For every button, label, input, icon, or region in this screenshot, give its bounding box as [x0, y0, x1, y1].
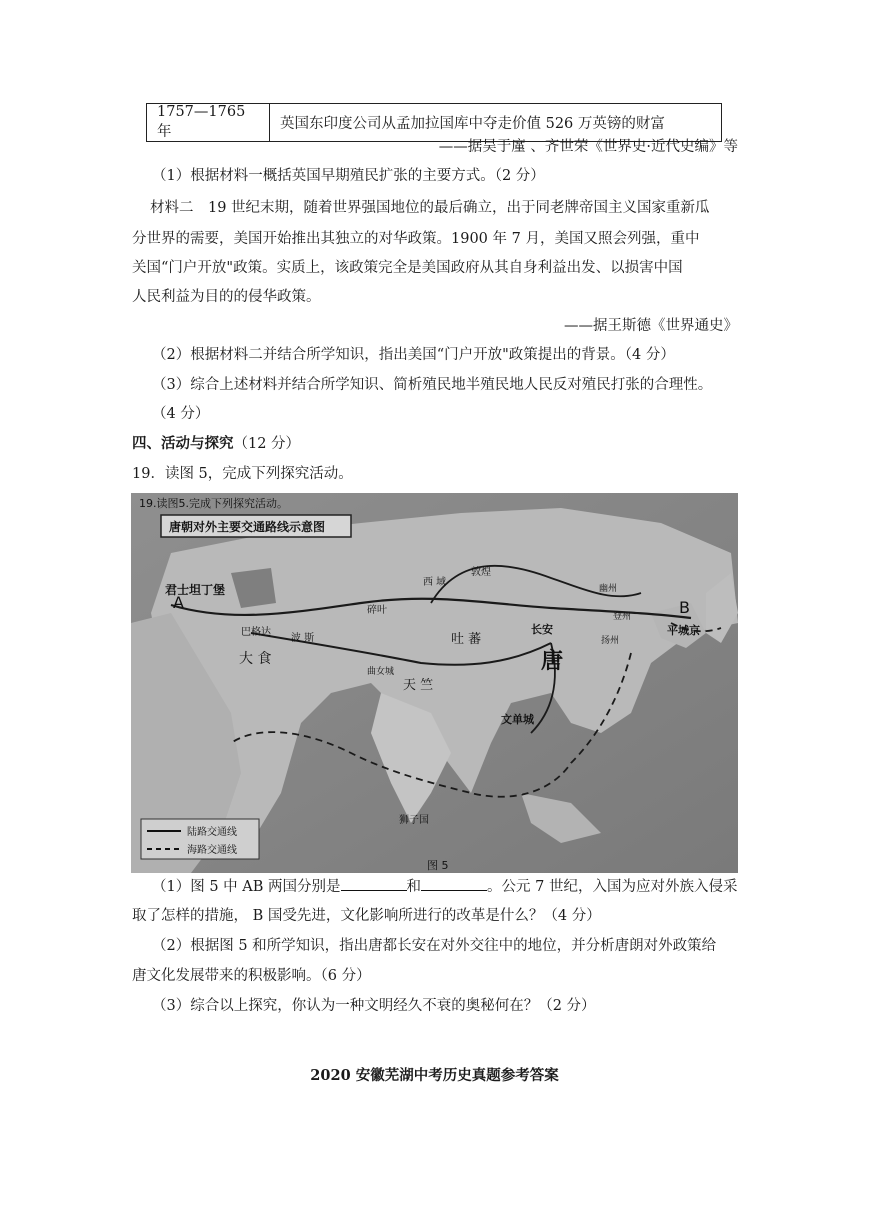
- label-qunuyi: 曲女城: [367, 667, 395, 677]
- answer-blank-b[interactable]: [421, 876, 487, 891]
- material-2-line: 材料二 19 世纪末期，随着世界强国地位的最后确立，出于同老牌帝国主义国家重新瓜: [150, 200, 710, 216]
- material-2-line: 关国“门户开放"政策。实质上，该政策完全是美国政府从其自身利益出发、以损害中国: [132, 260, 683, 276]
- question-18-3: （3）综合上述材料并结合所学知识、简析殖民地半殖民地人民反对殖民打张的合理性。: [152, 377, 713, 393]
- label-b: B: [679, 598, 690, 617]
- question-19-1-cont: 取了怎样的措施， B 国受先进，文化影响所进行的改革是什么？（4 分）: [132, 908, 601, 924]
- legend-sea-label: 海路交通线: [187, 845, 237, 856]
- label-dunhuang: 敦煌: [471, 567, 491, 578]
- label-bosi: 波 斯: [291, 633, 315, 644]
- label-dengzhou: 登州: [613, 612, 632, 622]
- label-wendan: 文单城: [501, 713, 534, 726]
- answer-blank-a[interactable]: [341, 876, 407, 891]
- section-4-score: （12 分）: [233, 436, 301, 452]
- question-19-1: [152, 876, 764, 897]
- label-tang: 唐: [541, 649, 564, 674]
- table-event-cell: 英国东印度公司从孟加拉国库中夺走价值 526 万英镑的财富: [270, 104, 722, 142]
- map-drawing: [131, 493, 738, 873]
- section-4-title: 四、活动与探究: [132, 435, 234, 452]
- label-tubo: 吐 蕃: [451, 632, 482, 647]
- label-shiziguo: 狮子国: [399, 815, 429, 826]
- answer-key-title: 2020 安徽芜湖中考历史真题参考答案: [310, 1067, 559, 1084]
- question-19-stem: 19．读图 5，完成下列探究活动。: [132, 466, 353, 482]
- label-a: A: [173, 593, 184, 612]
- legend-land-label: 陆路交通线: [187, 827, 237, 838]
- material-2-line: 分世界的需要，美国开始推出其独立的对华政策。1900 年 7 月，美国又照会列强，重中: [132, 231, 700, 247]
- label-xiyu: 西 域: [423, 577, 447, 588]
- source-citation-2: ——据王斯德《世界通史》: [564, 318, 738, 334]
- question-18-2: （2）根据材料二并结合所学知识，指出美国“门户开放"政策提出的背景。（4 分）: [152, 347, 675, 363]
- tang-routes-map: [131, 493, 738, 873]
- label-suiye: 碎叶: [367, 605, 387, 616]
- section-4-heading: [132, 434, 744, 454]
- label-pingchengjing: 平城京: [667, 624, 700, 637]
- map-caption: 图 5: [427, 859, 449, 872]
- question-19-3: （3）综合以上探究，你认为一种文明经久不衰的奥秘何在？（2 分）: [152, 998, 596, 1014]
- question-18-1: （1）根据材料一概括英国早期殖民扩张的主要方式。（2 分）: [152, 168, 545, 184]
- material-2-line: 人民利益为目的的侵华政策。: [132, 289, 321, 305]
- label-baghdad: 巴格达: [241, 627, 271, 638]
- label-dashi: 大 食: [239, 651, 272, 667]
- label-youzhou: 幽州: [599, 584, 618, 594]
- map-header: 19.读图5.完成下列探究活动。: [139, 497, 288, 510]
- q19-1-and: 和: [406, 879, 422, 895]
- table-year-cell: 1757—1765 年: [147, 104, 270, 142]
- question-18-3-score: （4 分）: [152, 406, 210, 422]
- label-tianzhu: 天 竺: [403, 678, 434, 693]
- label-yangzhou: 扬州: [601, 636, 620, 646]
- q19-1-text-b: 。公元 7 世纪，入国为应对外族入侵采: [487, 879, 738, 895]
- source-citation-1: ——据吴于廑 、齐世荣《世界史·近代史编》等: [438, 139, 738, 155]
- question-19-2-cont: 唐文化发展带来的积极影响。（6 分）: [132, 968, 371, 984]
- q19-1-text-a: （1）图 5 中 AB 两国分别是: [152, 879, 341, 895]
- question-19-2: （2）根据图 5 和所学知识，指出唐都长安在对外交往中的地位，并分析唐朗对外政策给: [152, 938, 717, 954]
- table-row: [147, 104, 722, 142]
- map-title: 唐朝对外主要交通路线示意图: [169, 520, 326, 534]
- label-changan: 长安: [531, 623, 553, 636]
- label-constantinople: 君士坦丁堡: [165, 583, 226, 597]
